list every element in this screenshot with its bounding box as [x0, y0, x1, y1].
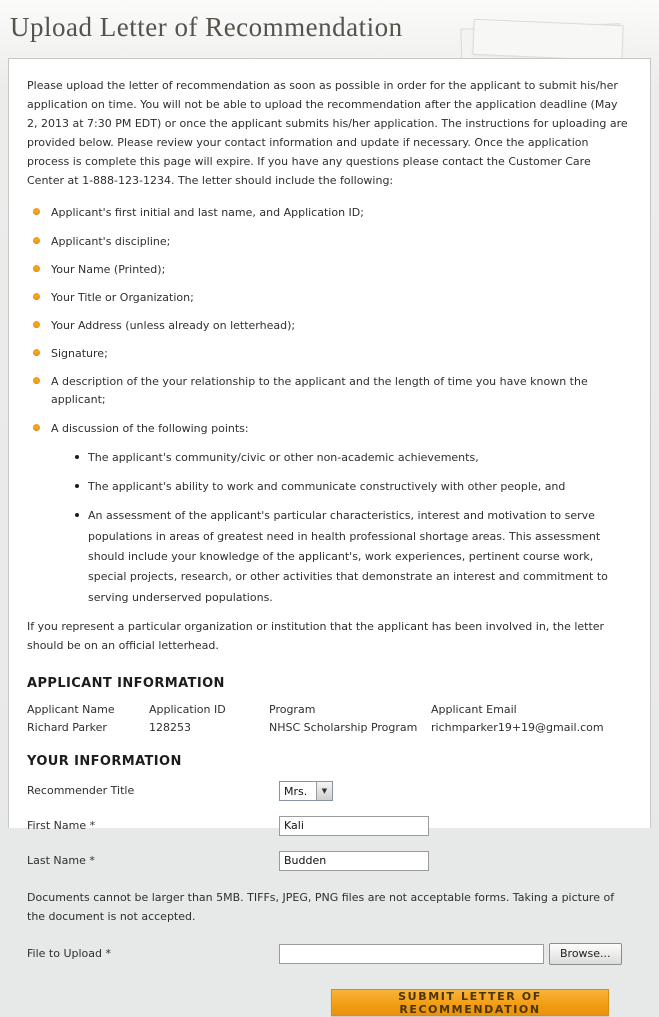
chevron-down-icon[interactable]: ▼: [316, 782, 332, 800]
requirements-list: [27, 204, 630, 608]
letterhead-note: If you represent a particular organization or institution that the applicant has been involved in, the letter should be on an official letterhead.: [27, 620, 605, 653]
first-name-label: First Name *: [27, 819, 96, 833]
list-item-text: Your Title or Organization;: [51, 290, 194, 304]
submit-letter-button[interactable]: SUBMIT LETTER OF RECOMMENDATION: [331, 989, 609, 1016]
list-item-text: Applicant's first initial and last name, and Application ID;: [51, 206, 364, 220]
bullet-icon: [33, 424, 40, 431]
last-name-row: [27, 851, 630, 871]
list-item: [73, 506, 630, 608]
field-label: Applicant Email: [431, 702, 517, 716]
list-item: [27, 317, 630, 335]
sub-bullet-icon: [75, 484, 79, 488]
applicant-name-column: [27, 703, 149, 734]
recommender-title-label: Recommender Title: [27, 784, 135, 798]
recommender-title-select[interactable]: [279, 781, 333, 801]
list-item: [27, 289, 630, 307]
recommender-title-value: Mrs.: [284, 784, 308, 798]
file-upload-row: [27, 943, 630, 965]
bullet-icon: [33, 237, 40, 244]
list-item-text: Your Address (unless already on letterhead);: [51, 319, 296, 332]
program-value: NHSC Scholarship Program: [269, 720, 418, 734]
file-to-upload-field[interactable]: [279, 944, 544, 964]
field-label: Program: [269, 702, 316, 716]
last-name-field[interactable]: [279, 851, 429, 871]
list-item-text: Signature;: [51, 347, 108, 361]
submit-row: [27, 989, 630, 1017]
list-item-text: The applicant's ability to work and communicate constructively with other people, and: [88, 480, 566, 494]
list-item: [27, 420, 630, 609]
list-item-text: A description of the your relationship to the applicant and the length of time you have known the applicant;: [51, 375, 588, 407]
list-item: [27, 373, 630, 409]
list-item-text: The applicant's community/civic or other non-academic achievements,: [88, 450, 479, 464]
intro-paragraph: Please upload the letter of recommendation as soon as possible in order for the applicant to submit his/her application on time. You will not be able to upload the recommendation after the application deadline (May 2, 2013 at 7:30 PM EDT) or once the applicant submits his/her application. The instructions for uploading are provided below. Please review your contact information and update if necessary. Once the application process is complete this page will expire. If you have any questions please contact the Customer Care Center at 1-888-123-1234. The letter should include the following:: [27, 79, 628, 187]
sub-bullet-icon: [75, 455, 79, 459]
sub-bullet-icon: [75, 513, 79, 517]
first-name-field[interactable]: [279, 816, 429, 836]
list-item: [27, 204, 630, 222]
list-item-text: An assessment of the applicant's particular characteristics, interest and motivation to serve populations in areas of greatest need in health professional shortage areas. This assessment should include your knowledge of the applicant's, work experiences, pertinent course work, special projects, research, or other activities that demonstrate an interest and commitment to serving underserved populations.: [88, 509, 608, 604]
page-title: Upload Letter of Recommendation: [10, 12, 403, 42]
bullet-icon: [33, 293, 40, 300]
file-to-upload-label: File to Upload *: [27, 947, 111, 961]
list-item: [27, 345, 630, 363]
list-item: [73, 477, 630, 497]
bullet-icon: [33, 265, 40, 272]
application-id-value: 128253: [149, 720, 191, 734]
applicant-info-grid: [27, 703, 630, 734]
document-restrictions-note: Documents cannot be larger than 5MB. TIFFs, JPEG, PNG files are not acceptable forms. Taking a picture of the document is not accepted.: [27, 890, 615, 923]
recommender-title-row: [27, 781, 630, 801]
bullet-icon: [33, 321, 40, 328]
first-name-row: [27, 816, 630, 836]
bullet-icon: [33, 208, 40, 215]
applicant-info-heading: APPLICANT INFORMATION: [27, 675, 225, 691]
bullet-icon: [33, 377, 40, 384]
browse-button[interactable]: Browse...: [549, 943, 622, 965]
list-item-text: Applicant's discipline;: [51, 234, 171, 248]
applicant-email-value: richmparker19+19@gmail.com: [431, 720, 604, 734]
content-panel: [8, 58, 651, 1016]
list-item: [27, 261, 630, 279]
last-name-label: Last Name *: [27, 854, 95, 868]
application-id-column: [149, 703, 269, 734]
applicant-email-column: [431, 703, 630, 734]
bullet-icon: [33, 349, 40, 356]
list-item-text: Your Name (Printed);: [51, 262, 166, 276]
your-info-heading: YOUR INFORMATION: [27, 753, 182, 769]
list-item-text: A discussion of the following points:: [51, 421, 249, 435]
paper-sheet: [472, 19, 623, 62]
list-item: [27, 233, 630, 251]
applicant-name-value: Richard Parker: [27, 720, 107, 734]
field-label: Applicant Name: [27, 702, 115, 716]
discussion-points-list: [73, 448, 630, 608]
list-item: [73, 448, 630, 468]
field-label: Application ID: [149, 702, 226, 716]
program-column: [269, 703, 431, 734]
